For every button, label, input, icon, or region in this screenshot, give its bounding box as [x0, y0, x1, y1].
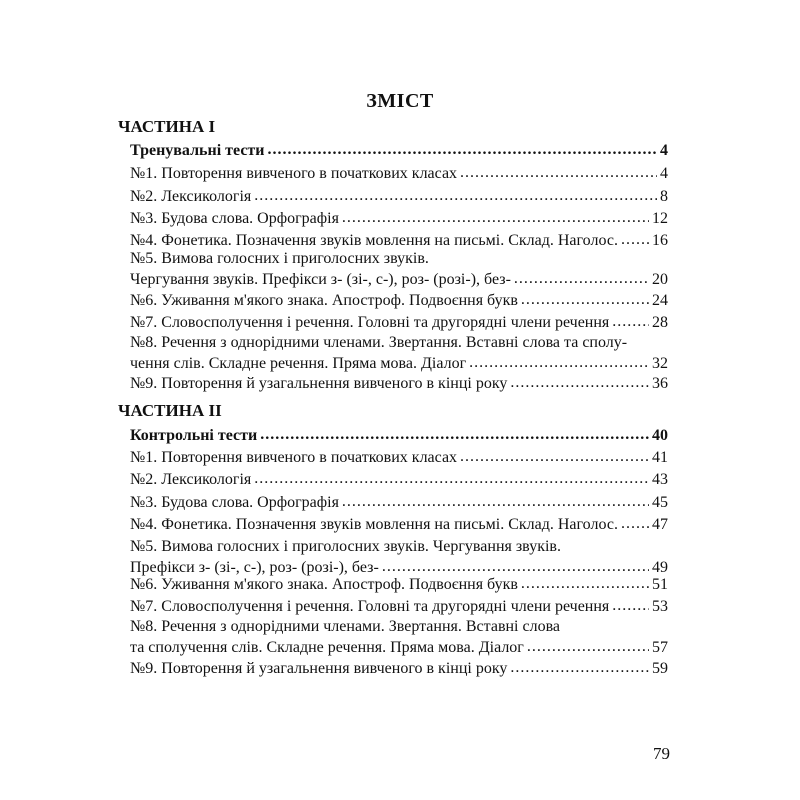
leader-dots: [469, 352, 649, 373]
toc-entry: [130, 290, 668, 311]
toc-entry: [130, 574, 668, 595]
leader-dots: [527, 636, 649, 657]
toc-entry: [130, 536, 668, 578]
leader-dots: [514, 268, 649, 289]
entry-title: №2. Лексикологія: [130, 188, 252, 205]
page-ref: 8: [660, 188, 668, 205]
entry-title: та сполучення слів. Складне речення. Пряма мова. Діалог: [130, 639, 524, 656]
leader-dots: [460, 162, 657, 183]
leader-dots: [510, 372, 649, 393]
page-ref: 32: [652, 355, 668, 372]
page-ref: 20: [652, 271, 668, 288]
part-heading-2: ЧАСТИНА ІІ: [118, 401, 222, 420]
entry-title: №6. Уживання м'якого знака. Апостроф. Подвоєння букв: [130, 576, 518, 593]
entry-title: №2. Лексикологія: [130, 471, 252, 488]
leader-dots: [621, 229, 649, 250]
leader-dots: [612, 311, 649, 332]
entry-title: чення слів. Складне речення. Пряма мова. Діалог: [130, 355, 467, 372]
page-ref: 59: [652, 660, 668, 677]
toc-entry: [130, 373, 668, 394]
page-ref: 12: [652, 210, 668, 227]
page-ref: 4: [660, 142, 668, 159]
toc-entry: [130, 163, 668, 184]
entry-title-line: №8. Речення з однорідними членами. Звертання. Вставні слова: [130, 618, 561, 635]
page-ref: 57: [652, 639, 668, 656]
leader-dots: [612, 595, 649, 616]
page-ref: 16: [652, 232, 668, 249]
leader-dots: [254, 185, 657, 206]
page-ref: 24: [652, 292, 668, 309]
toc-entry: [130, 469, 668, 490]
toc-entry: [130, 514, 668, 535]
section-label: Тренувальні тести: [130, 142, 265, 159]
toc-entry: [130, 248, 668, 290]
leader-dots: [510, 657, 649, 678]
toc-entry: [130, 596, 668, 617]
page-number: 79: [653, 744, 670, 763]
page-ref: 41: [652, 449, 668, 466]
toc-entry: [130, 312, 668, 333]
entry-title: №6. Уживання м'якого знака. Апостроф. Подвоєння букв: [130, 292, 518, 309]
page-ref: 49: [652, 559, 668, 576]
page-ref: 47: [652, 516, 668, 533]
leader-dots: [260, 424, 649, 445]
page-ref: 4: [660, 165, 668, 182]
leader-dots: [342, 207, 649, 228]
leader-dots: [621, 513, 649, 534]
entry-title: №4. Фонетика. Позначення звуків мовлення на письмі. Склад. Наголос.: [130, 232, 618, 249]
entry-title-line: №5. Вимова голосних і приголосних звуків.: [130, 250, 429, 267]
section-label: Контрольні тести: [130, 427, 258, 444]
entry-title: №9. Повторення й узагальнення вивченого в кінці року: [130, 660, 508, 677]
entry-title: №7. Словосполучення і речення. Головні та другорядні члени речення: [130, 598, 610, 615]
entry-title-line: №8. Речення з однорідними членами. Звертання. Вставні слова та сполу-: [130, 334, 628, 351]
page-title: ЗМІСТ: [366, 90, 434, 112]
leader-dots: [342, 491, 649, 512]
page-ref: 43: [652, 471, 668, 488]
toc-entry: [130, 492, 668, 513]
page-ref: 51: [652, 576, 668, 593]
entry-title: №1. Повторення вивченого в початкових класах: [130, 165, 458, 182]
entry-title: №7. Словосполучення і речення. Головні та другорядні члени речення: [130, 314, 610, 331]
leader-dots: [521, 289, 649, 310]
entry-title: Чергування звуків. Префікси з- (зі-, с-), роз- (розі-), без-: [130, 271, 511, 288]
page-ref: 45: [652, 494, 668, 511]
page-ref: 36: [652, 375, 668, 392]
toc-entry: [130, 186, 668, 207]
toc-entry: [130, 447, 668, 468]
leader-dots: [460, 446, 649, 467]
page-ref: 40: [652, 427, 668, 444]
toc-entry: [130, 208, 668, 229]
section-line-2: [130, 425, 668, 446]
page-ref: 53: [652, 598, 668, 615]
leader-dots: [521, 573, 649, 594]
part-heading-1: ЧАСТИНА І: [118, 117, 216, 136]
section-line-1: [130, 140, 668, 161]
leader-dots: [268, 139, 658, 160]
toc-entry: [130, 658, 668, 679]
entry-title: №4. Фонетика. Позначення звуків мовлення на письмі. Склад. Наголос.: [130, 516, 618, 533]
entry-title: №3. Будова слова. Орфографія: [130, 210, 339, 227]
entry-title: №3. Будова слова. Орфографія: [130, 494, 339, 511]
leader-dots: [254, 468, 649, 489]
toc-entry: [130, 616, 668, 658]
toc-entry: [130, 332, 668, 374]
entry-title-line: №5. Вимова голосних і приголосних звуків. Чергування звуків.: [130, 538, 561, 555]
entry-title: Префікси з- (зі-, с-), роз- (розі-), без-: [130, 559, 379, 576]
entry-title: №9. Повторення й узагальнення вивченого в кінці року: [130, 375, 508, 392]
page-ref: 28: [652, 314, 668, 331]
entry-title: №1. Повторення вивченого в початкових класах: [130, 449, 458, 466]
